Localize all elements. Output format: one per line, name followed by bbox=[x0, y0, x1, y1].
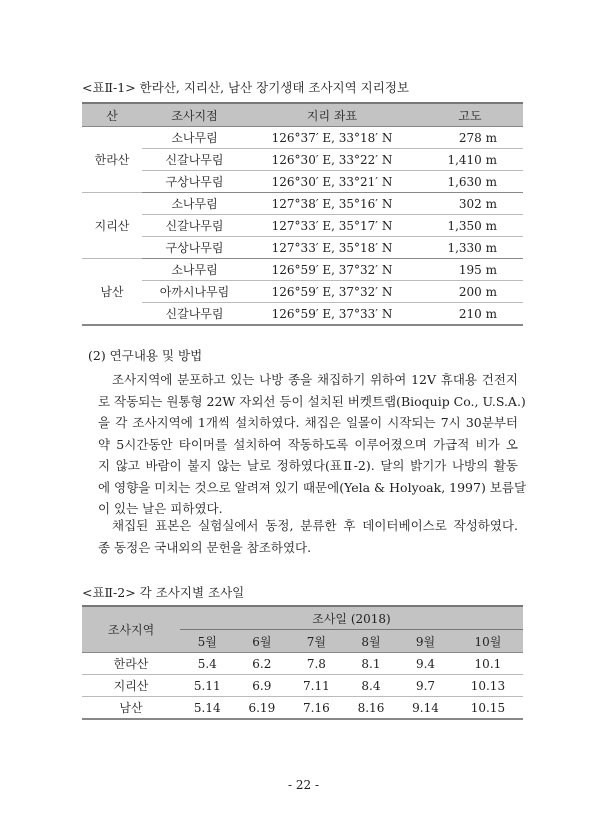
date-cell: 9.4 bbox=[398, 653, 453, 675]
header-month: 8월 bbox=[344, 630, 399, 653]
header-survey-date: 조사일 (2018) bbox=[180, 606, 523, 630]
paragraph-line: 이 있는 날은 피하였다. bbox=[98, 501, 223, 516]
region-cell: 남산 bbox=[82, 697, 180, 720]
altitude-cell: 302 m bbox=[417, 193, 523, 215]
paragraph-line: 에 영향을 미치는 것으로 알려져 있기 때문에(Yela & Holyoak, 1997) 보름달 bbox=[98, 479, 527, 495]
altitude-cell: 278 m bbox=[417, 127, 523, 149]
table-header-row bbox=[82, 103, 523, 127]
altitude-cell: 1,410 m bbox=[417, 149, 523, 171]
coord-cell: 126°37′ E, 33°18′ N bbox=[247, 127, 417, 149]
altitude-cell: 195 m bbox=[417, 259, 523, 281]
header-region: 조사지역 bbox=[82, 606, 180, 653]
date-cell: 8.4 bbox=[344, 675, 399, 697]
date-cell: 5.14 bbox=[180, 697, 235, 720]
site-cell: 소나무림 bbox=[142, 127, 247, 149]
paragraph-line: 을 각 조사지역에 1개씩 설치하였다. 채집은 일몰이 시작되는 7시 30분부터 bbox=[98, 415, 518, 430]
table-row bbox=[82, 697, 523, 720]
altitude-cell: 200 m bbox=[417, 281, 523, 303]
header-month: 10월 bbox=[453, 630, 523, 653]
coord-cell: 127°33′ E, 35°17′ N bbox=[247, 215, 417, 237]
date-cell: 6.9 bbox=[235, 675, 290, 697]
site-cell: 소나무림 bbox=[142, 193, 247, 215]
table-row bbox=[82, 653, 523, 675]
table-row bbox=[82, 237, 523, 259]
header-altitude: 고도 bbox=[417, 103, 523, 127]
coord-cell: 127°38′ E, 35°16′ N bbox=[247, 193, 417, 215]
date-cell: 7.8 bbox=[289, 653, 344, 675]
table2-caption: <표Ⅱ-2> 각 조사지별 조사일 bbox=[82, 585, 245, 600]
coord-cell: 127°33′ E, 35°18′ N bbox=[247, 237, 417, 259]
coord-cell: 126°59′ E, 37°32′ N bbox=[247, 281, 417, 303]
region-cell: 한라산 bbox=[82, 653, 180, 675]
table-row bbox=[82, 149, 523, 171]
header-month: 6월 bbox=[235, 630, 290, 653]
header-month: 9월 bbox=[398, 630, 453, 653]
table-row bbox=[82, 281, 523, 303]
date-cell: 10.13 bbox=[453, 675, 523, 697]
table-row bbox=[82, 171, 523, 193]
date-cell: 7.11 bbox=[289, 675, 344, 697]
site-cell: 아까시나무림 bbox=[142, 281, 247, 303]
altitude-cell: 1,630 m bbox=[417, 171, 523, 193]
header-month: 7월 bbox=[289, 630, 344, 653]
date-cell: 5.11 bbox=[180, 675, 235, 697]
coord-cell: 126°30′ E, 33°21′ N bbox=[247, 171, 417, 193]
region-cell: 지리산 bbox=[82, 675, 180, 697]
mountain-cell: 한라산 bbox=[82, 127, 142, 193]
paragraph-line: 지 않고 바람이 불지 않는 날로 정하였다(표Ⅱ-2). 달의 밝기가 나방의 활동 bbox=[98, 458, 518, 473]
page-number: - 22 - bbox=[287, 778, 319, 792]
paragraph-line: 약 5시간동안 타이머를 설치하여 작동하도록 이루어졌으며 가급적 비가 오 bbox=[98, 436, 518, 452]
site-cell: 신갈나무림 bbox=[142, 215, 247, 237]
table-header-row bbox=[82, 606, 523, 630]
site-cell: 구상나무림 bbox=[142, 171, 247, 193]
header-month: 5월 bbox=[180, 630, 235, 653]
header-site: 조사지점 bbox=[142, 103, 247, 127]
date-cell: 9.14 bbox=[398, 697, 453, 720]
altitude-cell: 1,330 m bbox=[417, 237, 523, 259]
coord-cell: 126°59′ E, 37°32′ N bbox=[247, 259, 417, 281]
date-cell: 5.4 bbox=[180, 653, 235, 675]
site-geography-table bbox=[82, 102, 523, 326]
site-cell: 신갈나무림 bbox=[142, 149, 247, 171]
paragraph-line: 채집된 표본은 실험실에서 동정, 분류한 후 데이터베이스로 작성하였다. bbox=[112, 518, 518, 533]
mountain-cell: 지리산 bbox=[82, 193, 142, 259]
paragraph-line: 로 작동되는 원통형 22W 자외선 등이 설치된 버켓트랩(Bioquip Co., U.S.A.) bbox=[98, 393, 526, 409]
table-row bbox=[82, 127, 523, 149]
date-cell: 7.16 bbox=[289, 697, 344, 720]
table1-caption: <표Ⅱ-1> 한라산, 지리산, 남산 장기생태 조사지역 지리정보 bbox=[82, 80, 409, 95]
site-cell: 신갈나무림 bbox=[142, 303, 247, 326]
paragraph-line: 조사지역에 분포하고 있는 나방 종을 채집하기 위하여 12V 휴대용 건전지 bbox=[112, 372, 518, 387]
section-heading: (2) 연구내용 및 방법 bbox=[88, 348, 203, 363]
header-coord: 지리 좌표 bbox=[247, 103, 417, 127]
date-cell: 6.2 bbox=[235, 653, 290, 675]
altitude-cell: 210 m bbox=[417, 303, 523, 326]
method-paragraph bbox=[98, 369, 527, 520]
date-cell: 10.15 bbox=[453, 697, 523, 720]
date-cell: 6.19 bbox=[235, 697, 290, 720]
table-row bbox=[82, 259, 523, 281]
survey-dates-table bbox=[82, 605, 523, 720]
table-row bbox=[82, 675, 523, 697]
mountain-cell: 남산 bbox=[82, 259, 142, 326]
table-row bbox=[82, 303, 523, 326]
site-cell: 구상나무림 bbox=[142, 237, 247, 259]
date-cell: 10.1 bbox=[453, 653, 523, 675]
table-row bbox=[82, 193, 523, 215]
altitude-cell: 1,350 m bbox=[417, 215, 523, 237]
identification-paragraph bbox=[98, 515, 518, 558]
table-row bbox=[82, 215, 523, 237]
site-cell: 소나무림 bbox=[142, 259, 247, 281]
paragraph-line: 종 동정은 국내외의 문헌을 참조하였다. bbox=[98, 539, 312, 555]
header-mountain: 산 bbox=[82, 103, 142, 127]
coord-cell: 126°30′ E, 33°22′ N bbox=[247, 149, 417, 171]
coord-cell: 126°59′ E, 37°33′ N bbox=[247, 303, 417, 326]
date-cell: 9.7 bbox=[398, 675, 453, 697]
date-cell: 8.1 bbox=[344, 653, 399, 675]
date-cell: 8.16 bbox=[344, 697, 399, 720]
